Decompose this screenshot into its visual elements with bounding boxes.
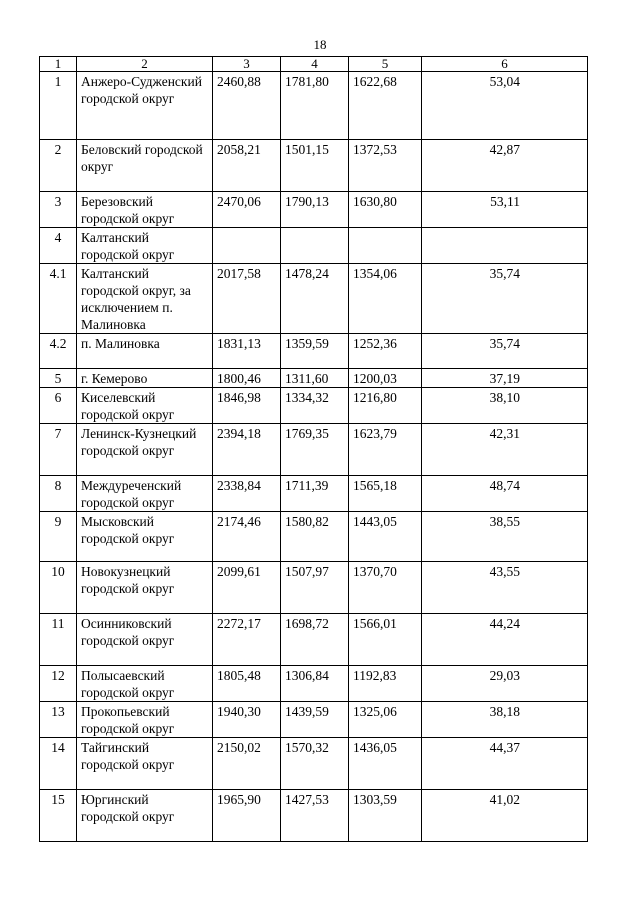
value-col4: 1781,80 [281, 72, 349, 140]
row-number: 1 [40, 72, 77, 140]
row-number: 4 [40, 228, 77, 264]
value-col6 [422, 228, 588, 264]
value-col3: 2394,18 [213, 424, 281, 476]
municipality-name: Мысковский городской округ [77, 512, 213, 562]
table-row [40, 562, 588, 614]
value-col6: 42,31 [422, 424, 588, 476]
value-col6: 29,03 [422, 666, 588, 702]
municipality-name: Беловский городской округ [77, 140, 213, 192]
value-col4: 1311,60 [281, 369, 349, 388]
value-col4: 1439,59 [281, 702, 349, 738]
row-number: 15 [40, 790, 77, 842]
value-col5: 1200,03 [349, 369, 422, 388]
row-number: 13 [40, 702, 77, 738]
value-col3: 1831,13 [213, 334, 281, 369]
municipality-name: п. Малиновка [77, 334, 213, 369]
value-col3: 2338,84 [213, 476, 281, 512]
table-row [40, 702, 588, 738]
table-row [40, 369, 588, 388]
row-number: 7 [40, 424, 77, 476]
value-col5: 1303,59 [349, 790, 422, 842]
column-header: 6 [422, 57, 588, 72]
value-col4 [281, 228, 349, 264]
row-number: 8 [40, 476, 77, 512]
row-number: 5 [40, 369, 77, 388]
municipality-name: Прокопьевский городской округ [77, 702, 213, 738]
row-number: 14 [40, 738, 77, 790]
value-col5: 1192,83 [349, 666, 422, 702]
value-col3: 2174,46 [213, 512, 281, 562]
value-col4: 1580,82 [281, 512, 349, 562]
column-header: 1 [40, 57, 77, 72]
value-col3: 2099,61 [213, 562, 281, 614]
table-row [40, 476, 588, 512]
value-col3: 1965,90 [213, 790, 281, 842]
value-col6: 53,04 [422, 72, 588, 140]
value-col4: 1769,35 [281, 424, 349, 476]
value-col3: 1846,98 [213, 388, 281, 424]
value-col5: 1354,06 [349, 264, 422, 334]
value-col5: 1436,05 [349, 738, 422, 790]
table-row [40, 192, 588, 228]
value-col4: 1306,84 [281, 666, 349, 702]
value-col5: 1252,36 [349, 334, 422, 369]
row-number: 4.2 [40, 334, 77, 369]
value-col5: 1630,80 [349, 192, 422, 228]
value-col5: 1216,80 [349, 388, 422, 424]
value-col5: 1566,01 [349, 614, 422, 666]
value-col3: 2058,21 [213, 140, 281, 192]
header-row [40, 57, 588, 72]
value-col5 [349, 228, 422, 264]
value-col6: 35,74 [422, 264, 588, 334]
page-number: 18 [313, 37, 327, 52]
table-row [40, 790, 588, 842]
value-col6: 35,74 [422, 334, 588, 369]
value-col6: 38,55 [422, 512, 588, 562]
value-col4: 1570,32 [281, 738, 349, 790]
row-number: 9 [40, 512, 77, 562]
column-header: 2 [77, 57, 213, 72]
table-row [40, 388, 588, 424]
municipality-name: Ленинск-Кузнецкий городской округ [77, 424, 213, 476]
table-row [40, 334, 588, 369]
municipality-name: Осинниковский городской округ [77, 614, 213, 666]
municipality-name: Полысаевский городской округ [77, 666, 213, 702]
municipality-name: Киселевский городской округ [77, 388, 213, 424]
value-col4: 1478,24 [281, 264, 349, 334]
value-col6: 42,87 [422, 140, 588, 192]
value-col6: 48,74 [422, 476, 588, 512]
column-header: 4 [281, 57, 349, 72]
value-col4: 1359,59 [281, 334, 349, 369]
table-row [40, 140, 588, 192]
value-col5: 1622,68 [349, 72, 422, 140]
value-col6: 38,10 [422, 388, 588, 424]
table-row [40, 512, 588, 562]
value-col5: 1565,18 [349, 476, 422, 512]
value-col4: 1507,97 [281, 562, 349, 614]
municipality-name: Новокузнецкий городской округ [77, 562, 213, 614]
table-row [40, 738, 588, 790]
value-col3: 1800,46 [213, 369, 281, 388]
table-row [40, 264, 588, 334]
value-col3 [213, 228, 281, 264]
row-number: 10 [40, 562, 77, 614]
value-col5: 1325,06 [349, 702, 422, 738]
row-number: 12 [40, 666, 77, 702]
value-col4: 1711,39 [281, 476, 349, 512]
table-row [40, 228, 588, 264]
tariff-table [39, 56, 588, 842]
value-col4: 1790,13 [281, 192, 349, 228]
value-col3: 2150,02 [213, 738, 281, 790]
column-header: 3 [213, 57, 281, 72]
value-col3: 1805,48 [213, 666, 281, 702]
value-col5: 1370,70 [349, 562, 422, 614]
table-row [40, 424, 588, 476]
table-row [40, 72, 588, 140]
municipality-name: Калтанский городской округ [77, 228, 213, 264]
value-col6: 44,37 [422, 738, 588, 790]
value-col4: 1427,53 [281, 790, 349, 842]
municipality-name: г. Кемерово [77, 369, 213, 388]
value-col6: 53,11 [422, 192, 588, 228]
row-number: 2 [40, 140, 77, 192]
municipality-name: Тайгинский городской округ [77, 738, 213, 790]
row-number: 3 [40, 192, 77, 228]
value-col4: 1501,15 [281, 140, 349, 192]
value-col6: 44,24 [422, 614, 588, 666]
municipality-name: Юргинский городской округ [77, 790, 213, 842]
value-col6: 43,55 [422, 562, 588, 614]
value-col3: 1940,30 [213, 702, 281, 738]
municipality-name: Междуреченский городской округ [77, 476, 213, 512]
value-col6: 41,02 [422, 790, 588, 842]
value-col5: 1623,79 [349, 424, 422, 476]
value-col3: 2460,88 [213, 72, 281, 140]
value-col5: 1443,05 [349, 512, 422, 562]
value-col4: 1698,72 [281, 614, 349, 666]
value-col3: 2272,17 [213, 614, 281, 666]
value-col3: 2017,58 [213, 264, 281, 334]
value-col3: 2470,06 [213, 192, 281, 228]
value-col6: 38,18 [422, 702, 588, 738]
value-col4: 1334,32 [281, 388, 349, 424]
value-col5: 1372,53 [349, 140, 422, 192]
row-number: 6 [40, 388, 77, 424]
column-header: 5 [349, 57, 422, 72]
row-number: 4.1 [40, 264, 77, 334]
table-row [40, 614, 588, 666]
value-col6: 37,19 [422, 369, 588, 388]
municipality-name: Калтанский городской округ, за исключением п. Малиновка [77, 264, 213, 334]
municipality-name: Березовский городской округ [77, 192, 213, 228]
municipality-name: Анжеро-Судженский городской округ [77, 72, 213, 140]
row-number: 11 [40, 614, 77, 666]
table-row [40, 666, 588, 702]
